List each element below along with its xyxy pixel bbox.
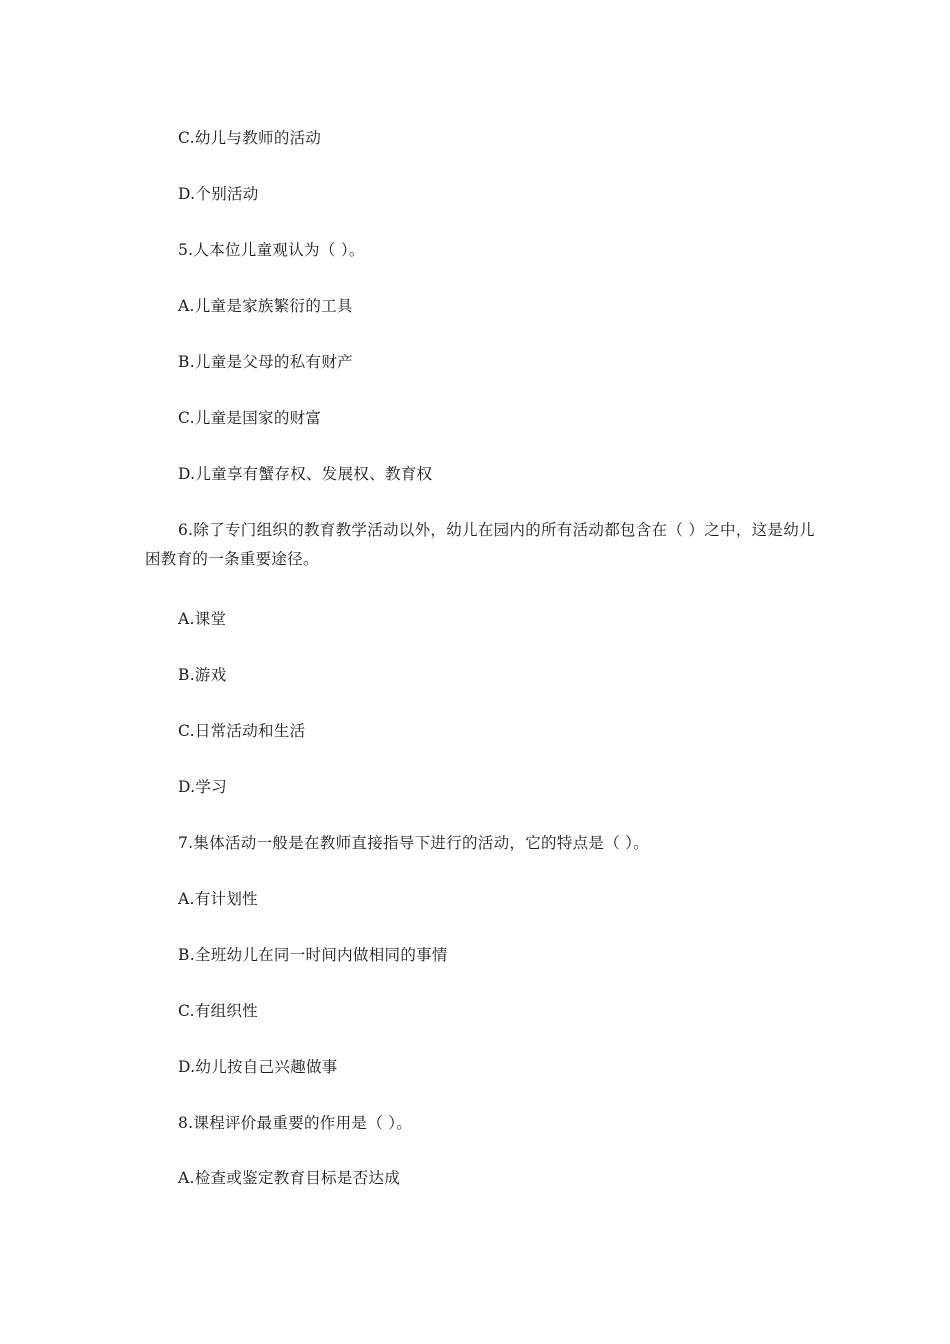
- option-d-q5: D.儿童享有蟹存权、发展权、教育权: [178, 465, 433, 483]
- option-b-q5: B.儿童是父母的私有财产: [178, 353, 353, 371]
- question-6: 6.除了专门组织的教育教学活动以外，幼儿在园内的所有活动都包含在（ ）之中，这是幼儿困教育的一条重要途径。: [145, 521, 815, 568]
- option-b-q7: B.全班幼儿在同一时间内做相同的事情: [178, 946, 448, 964]
- option-a-q7: A.有计划性: [178, 890, 258, 908]
- question-5: 5.人本位儿童观认为（ ）。: [178, 241, 365, 259]
- option-c-q7: C.有组织性: [178, 1002, 259, 1020]
- option-d-q7: D.幼儿按自己兴趣做事: [178, 1058, 338, 1076]
- option-a-q8: A.检查或鉴定教育目标是否达成: [178, 1169, 401, 1187]
- option-d-q6: D.学习: [178, 778, 228, 796]
- option-d-q4: D.个别活动: [178, 185, 259, 203]
- option-c-q6: C.日常活动和生活: [178, 722, 306, 740]
- option-a-q5: A.儿童是家族繁衍的工具: [178, 297, 353, 315]
- option-c-q5: C.儿童是国家的财富: [178, 409, 322, 427]
- question-7: 7.集体活动一般是在教师直接指导下进行的活动，它的特点是（ ）。: [178, 834, 650, 852]
- option-b-q6: B.游戏: [178, 666, 227, 684]
- option-a-q6: A.课堂: [178, 610, 227, 628]
- question-8: 8.课程评价最重要的作用是（ ）。: [178, 1114, 413, 1132]
- option-c-q4: C.幼儿与教师的活动: [178, 129, 322, 147]
